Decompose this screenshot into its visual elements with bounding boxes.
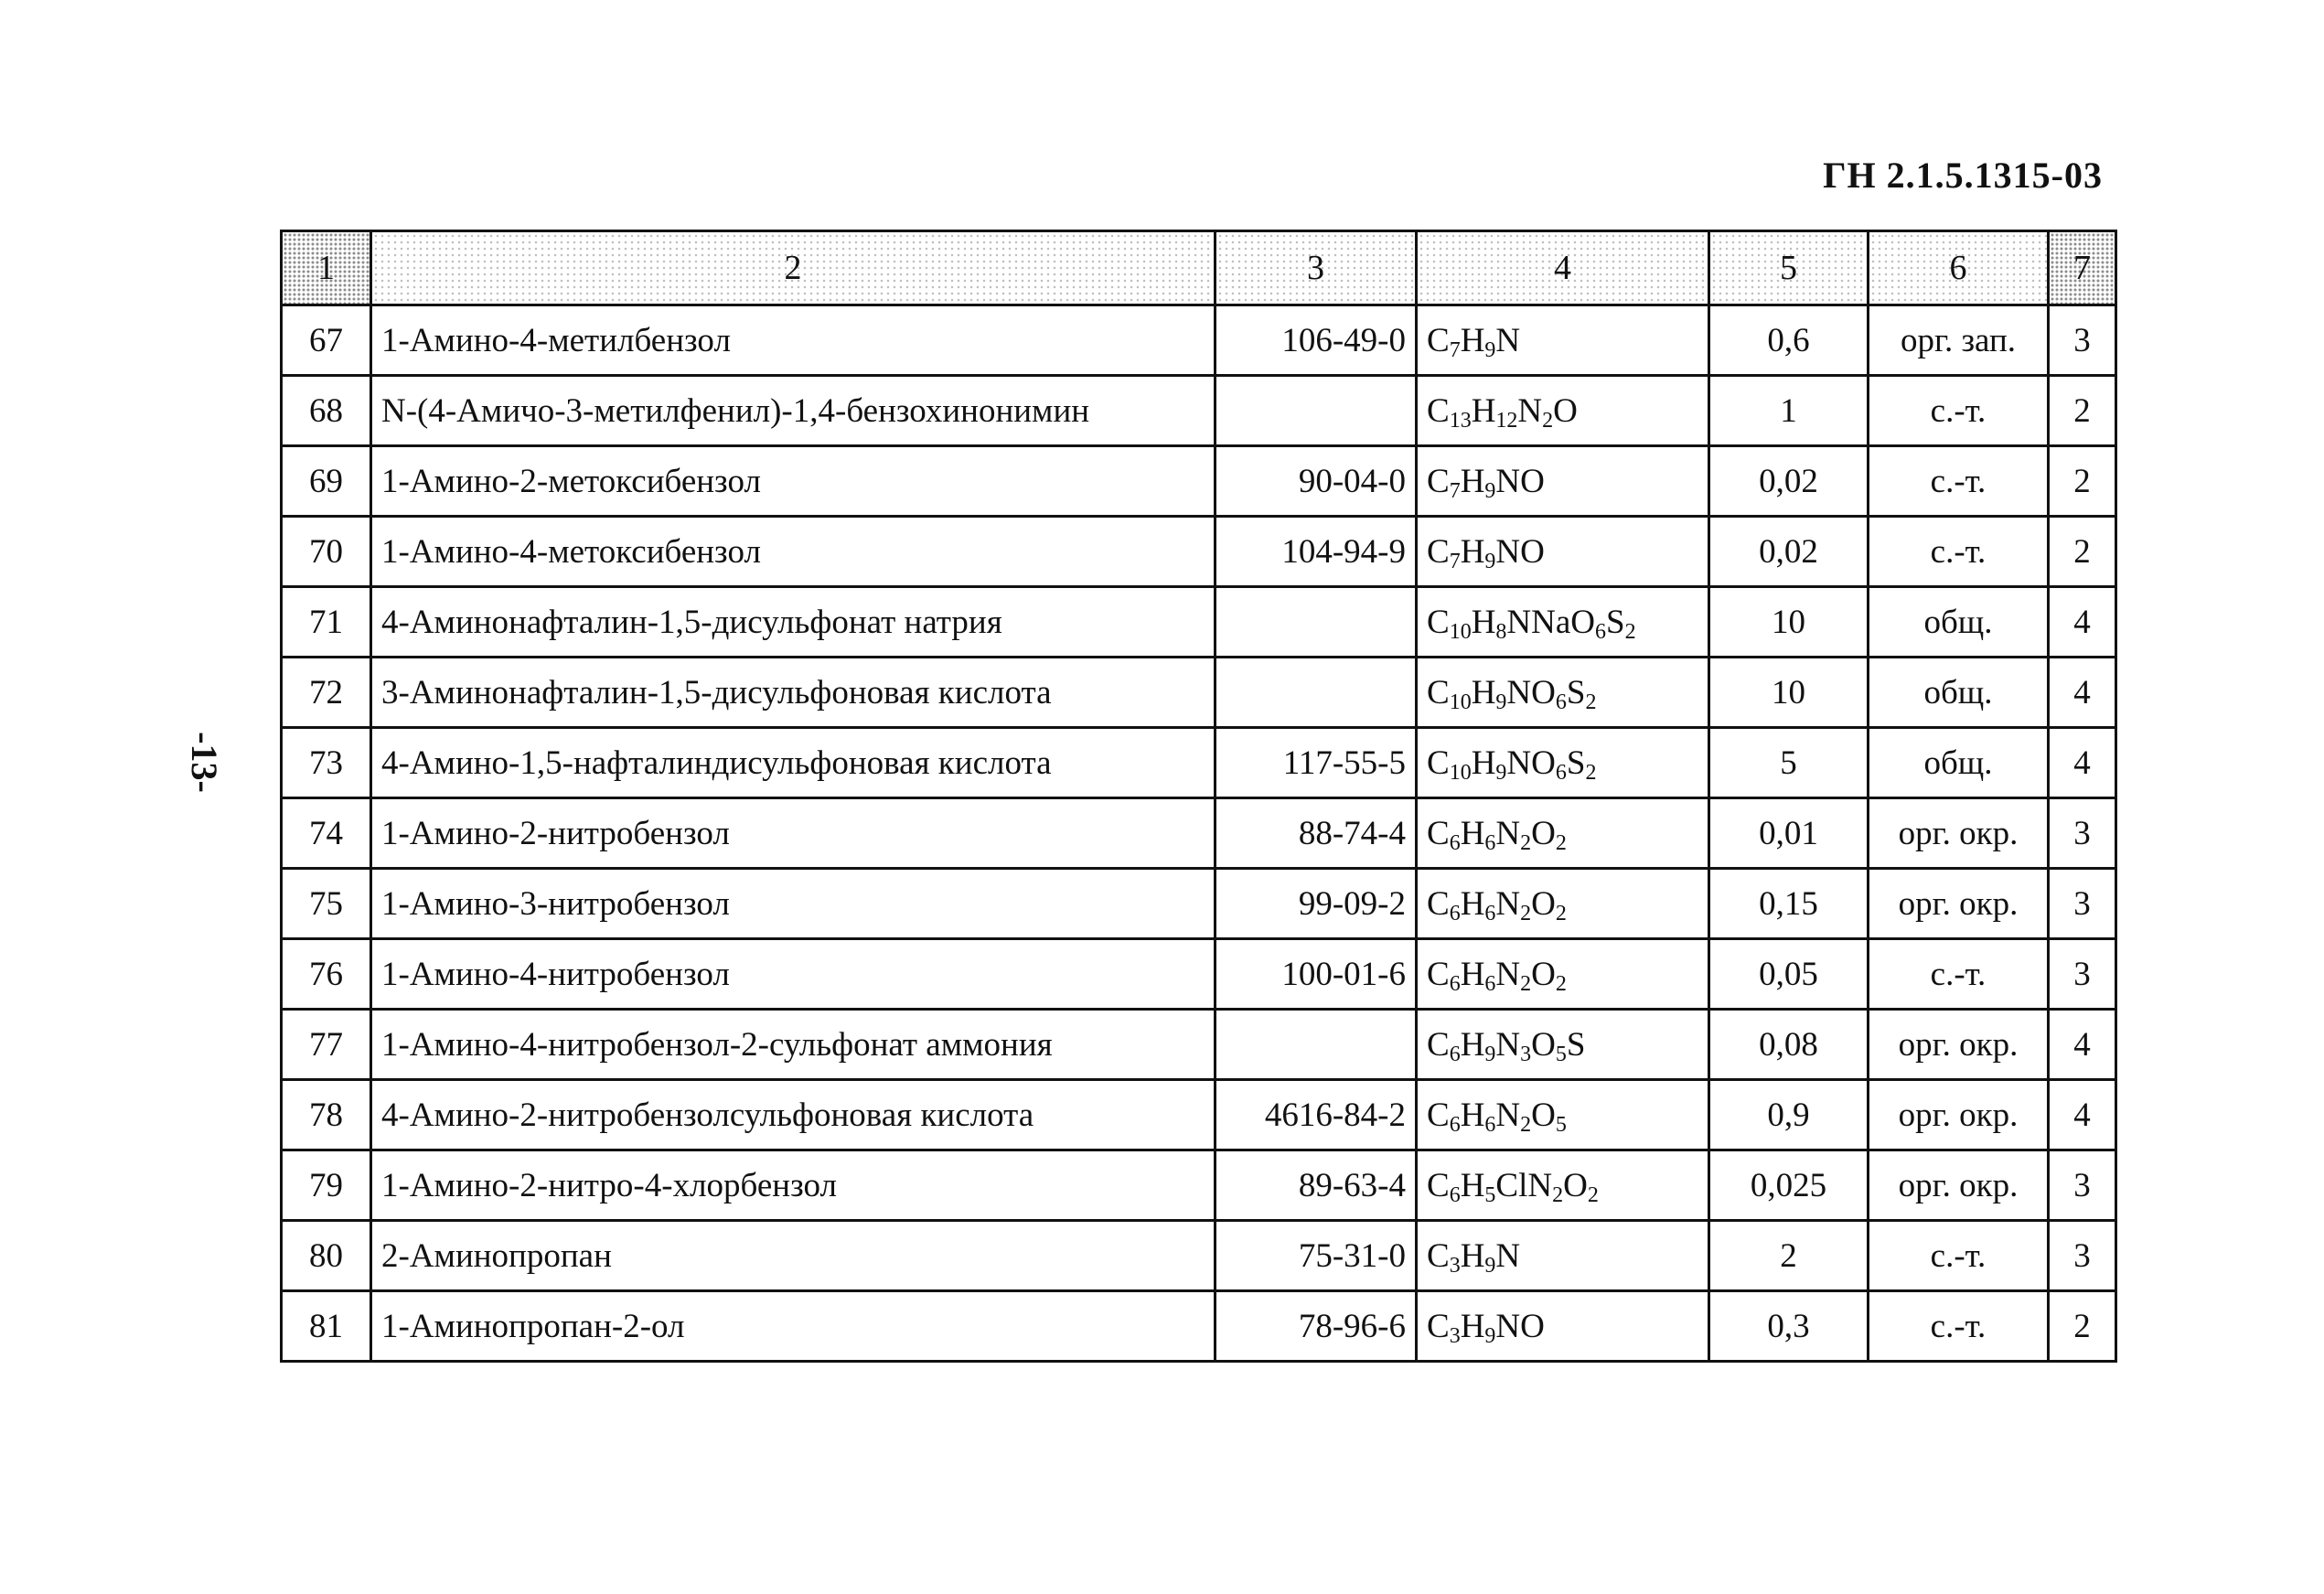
- table-row: [282, 939, 2116, 1010]
- substance-name: 1-Амино-3-нитробензол: [371, 869, 1216, 939]
- formula-element: NO: [1506, 673, 1556, 711]
- header-col-7: 7: [2049, 231, 2116, 305]
- table-row: [282, 446, 2116, 517]
- header-col-4: 4: [1417, 231, 1709, 305]
- table-row: [282, 517, 2116, 587]
- formula-subscript: 5: [1484, 1182, 1496, 1207]
- row-number: 79: [282, 1150, 371, 1221]
- substance-name: 1-Амино-4-метилбензол: [371, 305, 1216, 376]
- hazard-class: 3: [2049, 1221, 2116, 1291]
- chemical-formula: [1417, 939, 1709, 1010]
- cas-number: 99-09-2: [1216, 869, 1417, 939]
- hazard-class: 2: [2049, 517, 2116, 587]
- table-row: [282, 1080, 2116, 1150]
- row-number: 70: [282, 517, 371, 587]
- table-row: [282, 798, 2116, 869]
- formula-subscript: 6: [1449, 1042, 1461, 1066]
- formula-subscript: 2: [1585, 760, 1597, 785]
- concentration-value: 5: [1709, 728, 1869, 798]
- formula-subscript: 10: [1449, 619, 1472, 644]
- cas-number: 88-74-4: [1216, 798, 1417, 869]
- hazard-sign: орг. окр.: [1869, 1010, 2049, 1080]
- hazard-sign: общ.: [1869, 658, 2049, 728]
- cas-number: 90-04-0: [1216, 446, 1417, 517]
- formula-subscript: 6: [1449, 901, 1461, 925]
- formula-element: H: [1460, 814, 1485, 852]
- formula-element: S: [1566, 673, 1586, 711]
- formula-element: O: [1531, 1096, 1556, 1134]
- formula-subscript: 9: [1484, 549, 1496, 573]
- formula-subscript: 3: [1449, 1253, 1461, 1278]
- formula-element: H: [1460, 955, 1485, 993]
- formula-subscript: 8: [1495, 619, 1507, 644]
- formula-element: C: [1427, 603, 1450, 641]
- cas-number: 117-55-5: [1216, 728, 1417, 798]
- formula-element: NO: [1495, 1307, 1545, 1345]
- formula-subscript: 7: [1449, 549, 1461, 573]
- substance-name: 4-Аминонафталин-1,5-дисульфонат натрия: [371, 587, 1216, 658]
- formula-subscript: 2: [1520, 830, 1532, 855]
- formula-element: C: [1427, 955, 1450, 993]
- formula-element: S: [1606, 603, 1625, 641]
- table-row: [282, 728, 2116, 798]
- formula-subscript: 10: [1449, 690, 1472, 714]
- formula-subscript: 3: [1520, 1042, 1532, 1066]
- formula-element: H: [1471, 391, 1496, 430]
- hazard-class: 4: [2049, 728, 2116, 798]
- substance-name: 1-Амино-2-нитробензол: [371, 798, 1216, 869]
- hazard-class: 3: [2049, 939, 2116, 1010]
- formula-subscript: 6: [1555, 690, 1567, 714]
- cas-number: [1216, 658, 1417, 728]
- formula-element: C: [1427, 1096, 1450, 1134]
- formula-subscript: 13: [1449, 408, 1472, 433]
- formula-element: ClN: [1495, 1166, 1553, 1204]
- row-number: 81: [282, 1291, 371, 1362]
- formula-element: C: [1427, 532, 1450, 571]
- formula-subscript: 2: [1587, 1182, 1599, 1207]
- formula-element: N: [1495, 321, 1521, 359]
- formula-element: O: [1531, 814, 1556, 852]
- row-number: 73: [282, 728, 371, 798]
- formula-element: C: [1427, 1025, 1450, 1064]
- formula-element: H: [1460, 1236, 1485, 1275]
- concentration-value: 0,02: [1709, 446, 1869, 517]
- substance-name: 4-Амино-2-нитробензолсульфоновая кислота: [371, 1080, 1216, 1150]
- formula-subscript: 2: [1555, 830, 1567, 855]
- table-row: [282, 587, 2116, 658]
- concentration-value: 0,15: [1709, 869, 1869, 939]
- formula-element: H: [1471, 673, 1496, 711]
- formula-element: H: [1460, 884, 1485, 923]
- formula-subscript: 2: [1520, 1112, 1532, 1137]
- cas-number: 106-49-0: [1216, 305, 1417, 376]
- page-number: -13-: [183, 732, 225, 793]
- formula-element: C: [1427, 744, 1450, 782]
- row-number: 80: [282, 1221, 371, 1291]
- formula-element: H: [1460, 321, 1485, 359]
- chemical-formula: [1417, 1010, 1709, 1080]
- concentration-value: 0,01: [1709, 798, 1869, 869]
- substance-name: 3-Аминонафталин-1,5-дисульфоновая кислота: [371, 658, 1216, 728]
- concentration-value: 0,05: [1709, 939, 1869, 1010]
- cas-number: 75-31-0: [1216, 1221, 1417, 1291]
- concentration-value: 1: [1709, 376, 1869, 446]
- formula-element: NNaO: [1506, 603, 1596, 641]
- formula-subscript: 6: [1484, 901, 1496, 925]
- hazard-class: 4: [2049, 658, 2116, 728]
- hazard-sign: общ.: [1869, 587, 2049, 658]
- row-number: 71: [282, 587, 371, 658]
- formula-subscript: 6: [1449, 830, 1461, 855]
- substance-name: 1-Амино-4-нитробензол: [371, 939, 1216, 1010]
- formula-subscript: 6: [1449, 1182, 1461, 1207]
- formula-element: O: [1531, 884, 1556, 923]
- formula-subscript: 5: [1555, 1112, 1567, 1137]
- row-number: 78: [282, 1080, 371, 1150]
- header-col-3: 3: [1216, 231, 1417, 305]
- cas-number: [1216, 1010, 1417, 1080]
- hazard-sign: с.-т.: [1869, 939, 2049, 1010]
- formula-subscript: 2: [1520, 901, 1532, 925]
- formula-subscript: 9: [1495, 690, 1507, 714]
- formula-element: NO: [1495, 532, 1545, 571]
- formula-element: O: [1531, 955, 1556, 993]
- substance-name: 4-Амино-1,5-нафталиндисульфоновая кислота: [371, 728, 1216, 798]
- table-row: [282, 1221, 2116, 1291]
- document-code: ГН 2.1.5.1315-03: [1823, 155, 2103, 196]
- row-number: 67: [282, 305, 371, 376]
- cas-number: 104-94-9: [1216, 517, 1417, 587]
- table-row: [282, 376, 2116, 446]
- hazard-class: 3: [2049, 869, 2116, 939]
- formula-element: N: [1495, 1025, 1521, 1064]
- concentration-value: 0,08: [1709, 1010, 1869, 1080]
- formula-subscript: 6: [1449, 1112, 1461, 1137]
- formula-element: H: [1471, 744, 1496, 782]
- formula-subscript: 5: [1555, 1042, 1567, 1066]
- cas-number: [1216, 587, 1417, 658]
- header-col-2: 2: [371, 231, 1216, 305]
- chemical-formula: [1417, 728, 1709, 798]
- formula-element: C: [1427, 673, 1450, 711]
- formula-element: C: [1427, 1236, 1450, 1275]
- hazard-class: 2: [2049, 446, 2116, 517]
- substances-table: [280, 230, 2117, 1363]
- substance-name: 2-Аминопропан: [371, 1221, 1216, 1291]
- formula-element: C: [1427, 391, 1450, 430]
- substance-name: 1-Амино-4-метоксибензол: [371, 517, 1216, 587]
- concentration-value: 0,6: [1709, 305, 1869, 376]
- formula-element: O: [1563, 1166, 1588, 1204]
- cas-number: [1216, 376, 1417, 446]
- table-row: [282, 1010, 2116, 1080]
- formula-subscript: 9: [1495, 760, 1507, 785]
- formula-element: H: [1471, 603, 1496, 641]
- table-row: [282, 1291, 2116, 1362]
- formula-subscript: 12: [1495, 408, 1518, 433]
- formula-element: N: [1495, 1236, 1521, 1275]
- cas-number: 89-63-4: [1216, 1150, 1417, 1221]
- formula-subscript: 7: [1449, 478, 1461, 503]
- hazard-sign: с.-т.: [1869, 446, 2049, 517]
- formula-subscript: 9: [1484, 1253, 1496, 1278]
- formula-element: H: [1460, 1025, 1485, 1064]
- formula-element: NO: [1506, 744, 1556, 782]
- formula-subscript: 2: [1555, 971, 1567, 996]
- chemical-formula: [1417, 798, 1709, 869]
- header-col-6: 6: [1869, 231, 2049, 305]
- chemical-formula: [1417, 1221, 1709, 1291]
- formula-element: C: [1427, 462, 1450, 500]
- formula-subscript: 3: [1449, 1323, 1461, 1348]
- chemical-formula: [1417, 376, 1709, 446]
- formula-element: S: [1566, 744, 1586, 782]
- substance-name: N-(4-Амичо-3-метилфенил)-1,4-бензохинонимин: [371, 376, 1216, 446]
- concentration-value: 10: [1709, 658, 1869, 728]
- chemical-formula: [1417, 1080, 1709, 1150]
- formula-element: C: [1427, 884, 1450, 923]
- hazard-sign: с.-т.: [1869, 376, 2049, 446]
- formula-element: C: [1427, 1166, 1450, 1204]
- hazard-class: 3: [2049, 1150, 2116, 1221]
- row-number: 68: [282, 376, 371, 446]
- formula-subscript: 6: [1484, 830, 1496, 855]
- formula-subscript: 6: [1449, 971, 1461, 996]
- row-number: 76: [282, 939, 371, 1010]
- concentration-value: 0,9: [1709, 1080, 1869, 1150]
- formula-subscript: 2: [1552, 1182, 1564, 1207]
- concentration-value: 0,025: [1709, 1150, 1869, 1221]
- concentration-value: 10: [1709, 587, 1869, 658]
- hazard-sign: орг. окр.: [1869, 869, 2049, 939]
- formula-subscript: 7: [1449, 337, 1461, 362]
- chemical-formula: [1417, 1291, 1709, 1362]
- formula-element: N: [1495, 814, 1521, 852]
- formula-subscript: 2: [1542, 408, 1554, 433]
- substance-name: 1-Амино-4-нитробензол-2-сульфонат аммония: [371, 1010, 1216, 1080]
- row-number: 74: [282, 798, 371, 869]
- formula-subscript: 9: [1484, 1323, 1496, 1348]
- concentration-value: 0,02: [1709, 517, 1869, 587]
- formula-subscript: 6: [1484, 1112, 1496, 1137]
- formula-element: H: [1460, 1096, 1485, 1134]
- hazard-sign: общ.: [1869, 728, 2049, 798]
- table-header-row: [282, 231, 2116, 305]
- chemical-formula: [1417, 658, 1709, 728]
- formula-subscript: 6: [1555, 760, 1567, 785]
- chemical-formula: [1417, 587, 1709, 658]
- cas-number: 78-96-6: [1216, 1291, 1417, 1362]
- formula-element: H: [1460, 532, 1485, 571]
- hazard-class: 4: [2049, 1080, 2116, 1150]
- formula-element: O: [1531, 1025, 1556, 1064]
- formula-subscript: 6: [1484, 971, 1496, 996]
- chemical-formula: [1417, 869, 1709, 939]
- hazard-sign: с.-т.: [1869, 1291, 2049, 1362]
- concentration-value: 0,3: [1709, 1291, 1869, 1362]
- formula-subscript: 10: [1449, 760, 1472, 785]
- substance-name: 1-Аминопропан-2-ол: [371, 1291, 1216, 1362]
- cas-number: 100-01-6: [1216, 939, 1417, 1010]
- chemical-formula: [1417, 517, 1709, 587]
- formula-subscript: 2: [1520, 971, 1532, 996]
- cas-number: 4616-84-2: [1216, 1080, 1417, 1150]
- concentration-value: 2: [1709, 1221, 1869, 1291]
- hazard-sign: орг. зап.: [1869, 305, 2049, 376]
- formula-element: S: [1566, 1025, 1586, 1064]
- formula-element: N: [1495, 1096, 1521, 1134]
- table-row: [282, 1150, 2116, 1221]
- chemical-formula: [1417, 446, 1709, 517]
- formula-element: C: [1427, 321, 1450, 359]
- hazard-class: 4: [2049, 587, 2116, 658]
- formula-subscript: 9: [1484, 337, 1496, 362]
- hazard-sign: орг. окр.: [1869, 798, 2049, 869]
- hazard-class: 2: [2049, 376, 2116, 446]
- table-row: [282, 305, 2116, 376]
- formula-element: C: [1427, 814, 1450, 852]
- hazard-class: 4: [2049, 1010, 2116, 1080]
- substance-name: 1-Амино-2-нитро-4-хлорбензол: [371, 1150, 1216, 1221]
- substance-name: 1-Амино-2-метоксибензол: [371, 446, 1216, 517]
- row-number: 75: [282, 869, 371, 939]
- header-col-5: 5: [1709, 231, 1869, 305]
- row-number: 69: [282, 446, 371, 517]
- row-number: 72: [282, 658, 371, 728]
- hazard-sign: орг. окр.: [1869, 1080, 2049, 1150]
- formula-element: N: [1517, 391, 1543, 430]
- chemical-formula: [1417, 305, 1709, 376]
- row-number: 77: [282, 1010, 371, 1080]
- hazard-class: 3: [2049, 798, 2116, 869]
- formula-element: O: [1553, 391, 1578, 430]
- hazard-class: 3: [2049, 305, 2116, 376]
- chemical-formula: [1417, 1150, 1709, 1221]
- formula-element: H: [1460, 1166, 1485, 1204]
- hazard-sign: с.-т.: [1869, 517, 2049, 587]
- header-col-1: 1: [282, 231, 371, 305]
- formula-element: H: [1460, 462, 1485, 500]
- hazard-class: 2: [2049, 1291, 2116, 1362]
- formula-element: H: [1460, 1307, 1485, 1345]
- formula-element: C: [1427, 1307, 1450, 1345]
- formula-element: N: [1495, 884, 1521, 923]
- hazard-sign: с.-т.: [1869, 1221, 2049, 1291]
- formula-subscript: 9: [1484, 478, 1496, 503]
- formula-subscript: 2: [1624, 619, 1636, 644]
- formula-subscript: 9: [1484, 1042, 1496, 1066]
- formula-subscript: 2: [1555, 901, 1567, 925]
- hazard-sign: орг. окр.: [1869, 1150, 2049, 1221]
- formula-element: N: [1495, 955, 1521, 993]
- table-row: [282, 658, 2116, 728]
- table-row: [282, 869, 2116, 939]
- formula-subscript: 2: [1585, 690, 1597, 714]
- formula-subscript: 6: [1595, 619, 1607, 644]
- formula-element: NO: [1495, 462, 1545, 500]
